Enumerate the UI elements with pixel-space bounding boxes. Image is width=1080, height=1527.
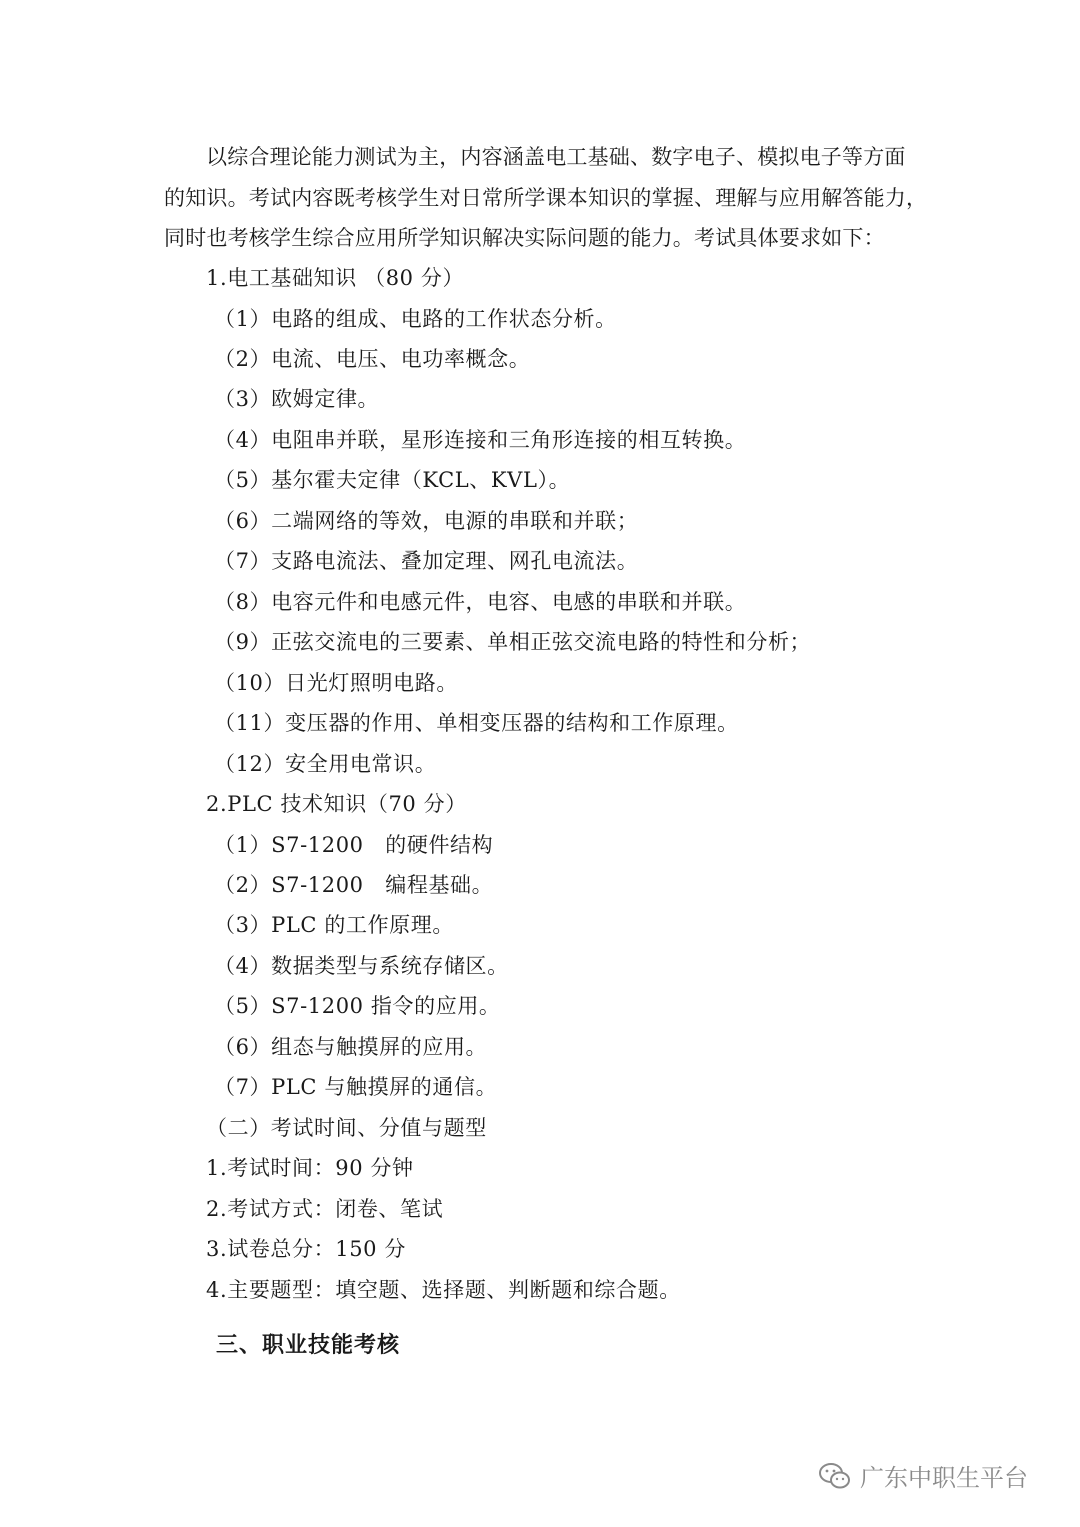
intro-line-3: 同时也考核学生综合应用所学知识解决实际问题的能力。考试具体要求如下： <box>164 226 885 250</box>
exam-section-title: （二）考试时间、分值与题型 <box>206 1116 487 1140</box>
list-item: （8）电容元件和电感元件，电容、电感的串联和并联。 <box>214 590 747 614</box>
list-item: （1）S7-1200 的硬件结构 <box>214 833 494 857</box>
list-item: （3）PLC 的工作原理。 <box>214 913 454 937</box>
wechat-icon <box>818 1461 852 1491</box>
list-item: （7）PLC 与触摸屏的通信。 <box>214 1075 498 1099</box>
list-item: （5）S7-1200 指令的应用。 <box>214 994 501 1018</box>
watermark <box>818 1458 1028 1493</box>
intro-line-2: 的知识。考试内容既考核学生对日常所学课本知识的掌握、理解与应用解答能力， <box>164 186 928 210</box>
list-item: （11）变压器的作用、单相变压器的结构和工作原理。 <box>214 711 739 735</box>
list-item: （6）组态与触摸屏的应用。 <box>214 1035 488 1059</box>
list-item: 3.试卷总分：150 分 <box>206 1237 406 1261</box>
list-item: （4）数据类型与系统存储区。 <box>214 954 509 978</box>
list-item: 4.主要题型：填空题、选择题、判断题和综合题。 <box>206 1278 681 1302</box>
intro-line-1: 以综合理论能力测试为主，内容涵盖电工基础、数字电子、模拟电子等方面 <box>206 145 906 169</box>
list-item: （7）支路电流法、叠加定理、网孔电流法。 <box>214 549 639 573</box>
list-item: （2）电流、电压、电功率概念。 <box>214 347 531 371</box>
watermark-text: 广东中职生平台 <box>860 1464 1028 1492</box>
list-item: （6）二端网络的等效，电源的串联和并联； <box>214 509 639 533</box>
list-item: （1）电路的组成、电路的工作状态分析。 <box>214 307 617 331</box>
list-item: （4）电阻串并联，星形连接和三角形连接的相互转换。 <box>214 428 747 452</box>
list-item: （5）基尔霍夫定律（KCL、KVL）。 <box>214 468 571 492</box>
list-item: （10）日光灯照明电路。 <box>214 671 458 695</box>
list-item: （3）欧姆定律。 <box>214 387 380 411</box>
section3-heading: 三、职业技能考核 <box>216 1333 401 1358</box>
list-item: （12）安全用电常识。 <box>214 752 437 776</box>
list-item: 2.考试方式：闭卷、笔试 <box>206 1197 444 1221</box>
section2-title: 2.PLC 技术知识（70 分） <box>206 792 467 816</box>
section1-title: 1.电工基础知识 （80 分） <box>206 266 465 290</box>
list-item: （2）S7-1200 编程基础。 <box>214 873 494 897</box>
list-item: 1.考试时间：90 分钟 <box>206 1156 414 1180</box>
list-item: （9）正弦交流电的三要素、单相正弦交流电路的特性和分析； <box>214 630 812 654</box>
